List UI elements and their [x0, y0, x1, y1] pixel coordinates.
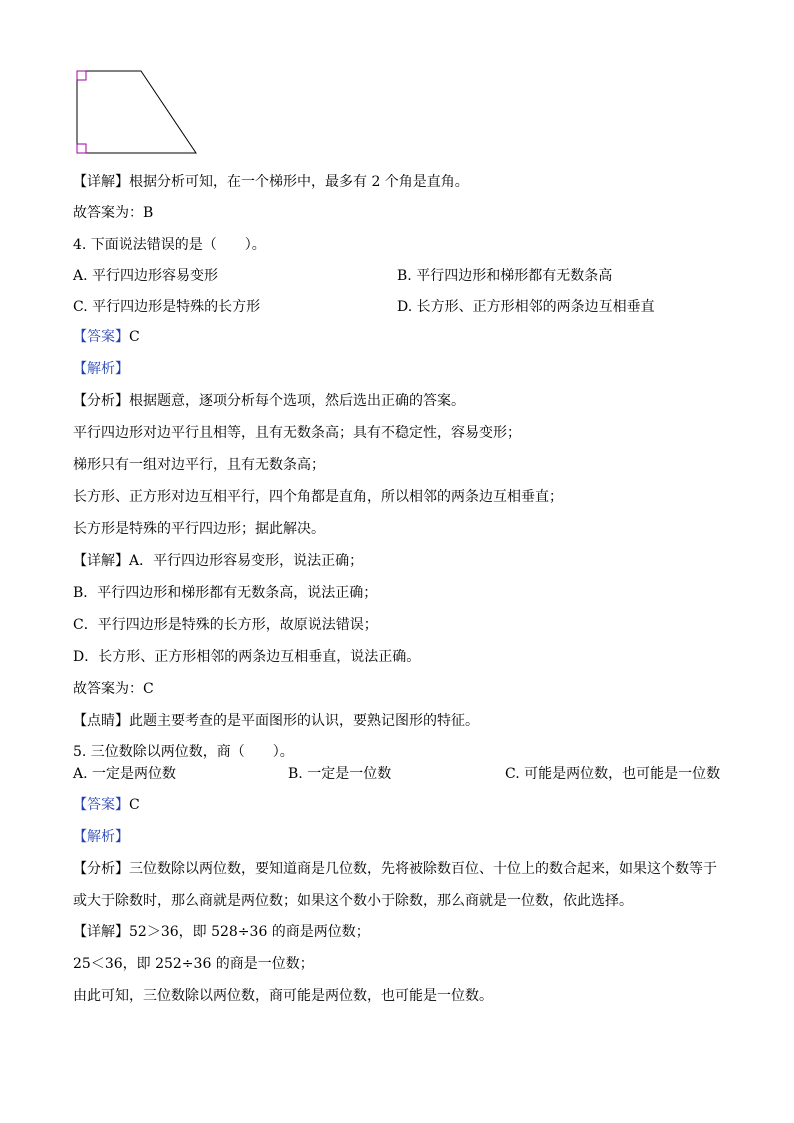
detail-text: 根据分析可知，在一个梯形中，最多有 2 个角是直角。 [129, 174, 469, 190]
q4-detail-a [73, 551, 363, 571]
q5-option-b: B. 一定是一位数 [288, 766, 392, 782]
detail-tag: 【详解】 [73, 553, 129, 569]
detail-line-q3 [73, 172, 469, 192]
dianjing-tag: 【点睛】 [73, 713, 129, 729]
q4-option-a: A. 平行四边形容易变形 [73, 268, 219, 284]
trapezoid-shape [77, 71, 196, 153]
fenxi-tag: 【分析】 [73, 393, 129, 409]
q4-analysis-line-1: 平行四边形对边平行且相等，且有无数条高；具有不稳定性，容易变形； [73, 425, 521, 441]
q4-answer [73, 327, 140, 347]
right-angle-mark-bottom [77, 144, 86, 153]
question-4-title: 4. 下面说法错误的是（ ）。 [73, 237, 266, 253]
detail-tag: 【详解】 [73, 174, 129, 190]
q4-analysis-line-4: 长方形是特殊的平行四边形；据此解决。 [73, 521, 325, 537]
final-answer-q3: 故答案为：B [73, 205, 154, 221]
trapezoid-figure [70, 66, 202, 158]
answer-value: C [129, 797, 140, 813]
q4-analysis-tag: 【解析】 [73, 361, 129, 377]
q4-dianjing [73, 711, 479, 731]
q5-option-a: A. 一定是两位数 [73, 766, 177, 782]
q4-option-d: D. 长方形、正方形相邻的两条边互相垂直 [397, 299, 655, 315]
q5-answer [73, 795, 140, 815]
q5-option-c: C. 可能是两位数，也可能是一位数 [505, 766, 721, 782]
q4-final-answer: 故答案为：C [73, 681, 154, 697]
answer-tag: 【答案】 [73, 329, 129, 345]
q4-option-c: C. 平行四边形是特殊的长方形 [73, 299, 261, 315]
right-angle-mark-top [77, 71, 86, 80]
q4-detail-b: B．平行四边形和梯形都有无数条高，说法正确； [73, 585, 378, 601]
q4-option-b: B. 平行四边形和梯形都有无数条高 [397, 268, 613, 284]
fenxi-tag: 【分析】 [73, 861, 129, 877]
dianjing-text: 此题主要考查的是平面图形的认识，要熟记图形的特征。 [129, 713, 479, 729]
fenxi-text: 三位数除以两位数，要知道商是几位数，先将被除数百位、十位上的数合起来，如果这个数等于或大于除数时，那么商就是两位数；如果这个数小于除数，那么商就是一位数，依此选择。 [73, 861, 717, 909]
q4-analysis-line-2: 梯形只有一组对边平行，且有无数条高； [73, 457, 325, 473]
fenxi-text: 根据题意，逐项分析每个选项，然后选出正确的答案。 [129, 393, 465, 409]
q5-analysis-tag: 【解析】 [73, 829, 129, 845]
question-5-title: 5. 三位数除以两位数，商（ ）。 [73, 744, 294, 760]
q4-detail-d: D．长方形、正方形相邻的两条边互相垂直，说法正确。 [73, 649, 421, 665]
q4-detail-c: C．平行四边形是特殊的长方形，故原说法错误； [73, 617, 378, 633]
q4-fenxi [73, 391, 465, 411]
detail-text: 52＞36，即 528÷36 的商是两位数； [129, 924, 370, 940]
detail-text: A．平行四边形容易变形，说法正确； [129, 553, 364, 569]
q5-detail-2: 25＜36，即 252÷36 的商是一位数； [73, 956, 314, 972]
q5-detail-1 [73, 922, 370, 942]
detail-tag: 【详解】 [73, 924, 129, 940]
q5-fenxi [73, 853, 723, 917]
answer-tag: 【答案】 [73, 797, 129, 813]
q4-analysis-line-3: 长方形、正方形对边互相平行，四个角都是直角，所以相邻的两条边互相垂直； [73, 489, 563, 505]
q5-detail-3: 由此可知，三位数除以两位数，商可能是两位数，也可能是一位数。 [73, 988, 493, 1004]
answer-value: C [129, 329, 140, 345]
